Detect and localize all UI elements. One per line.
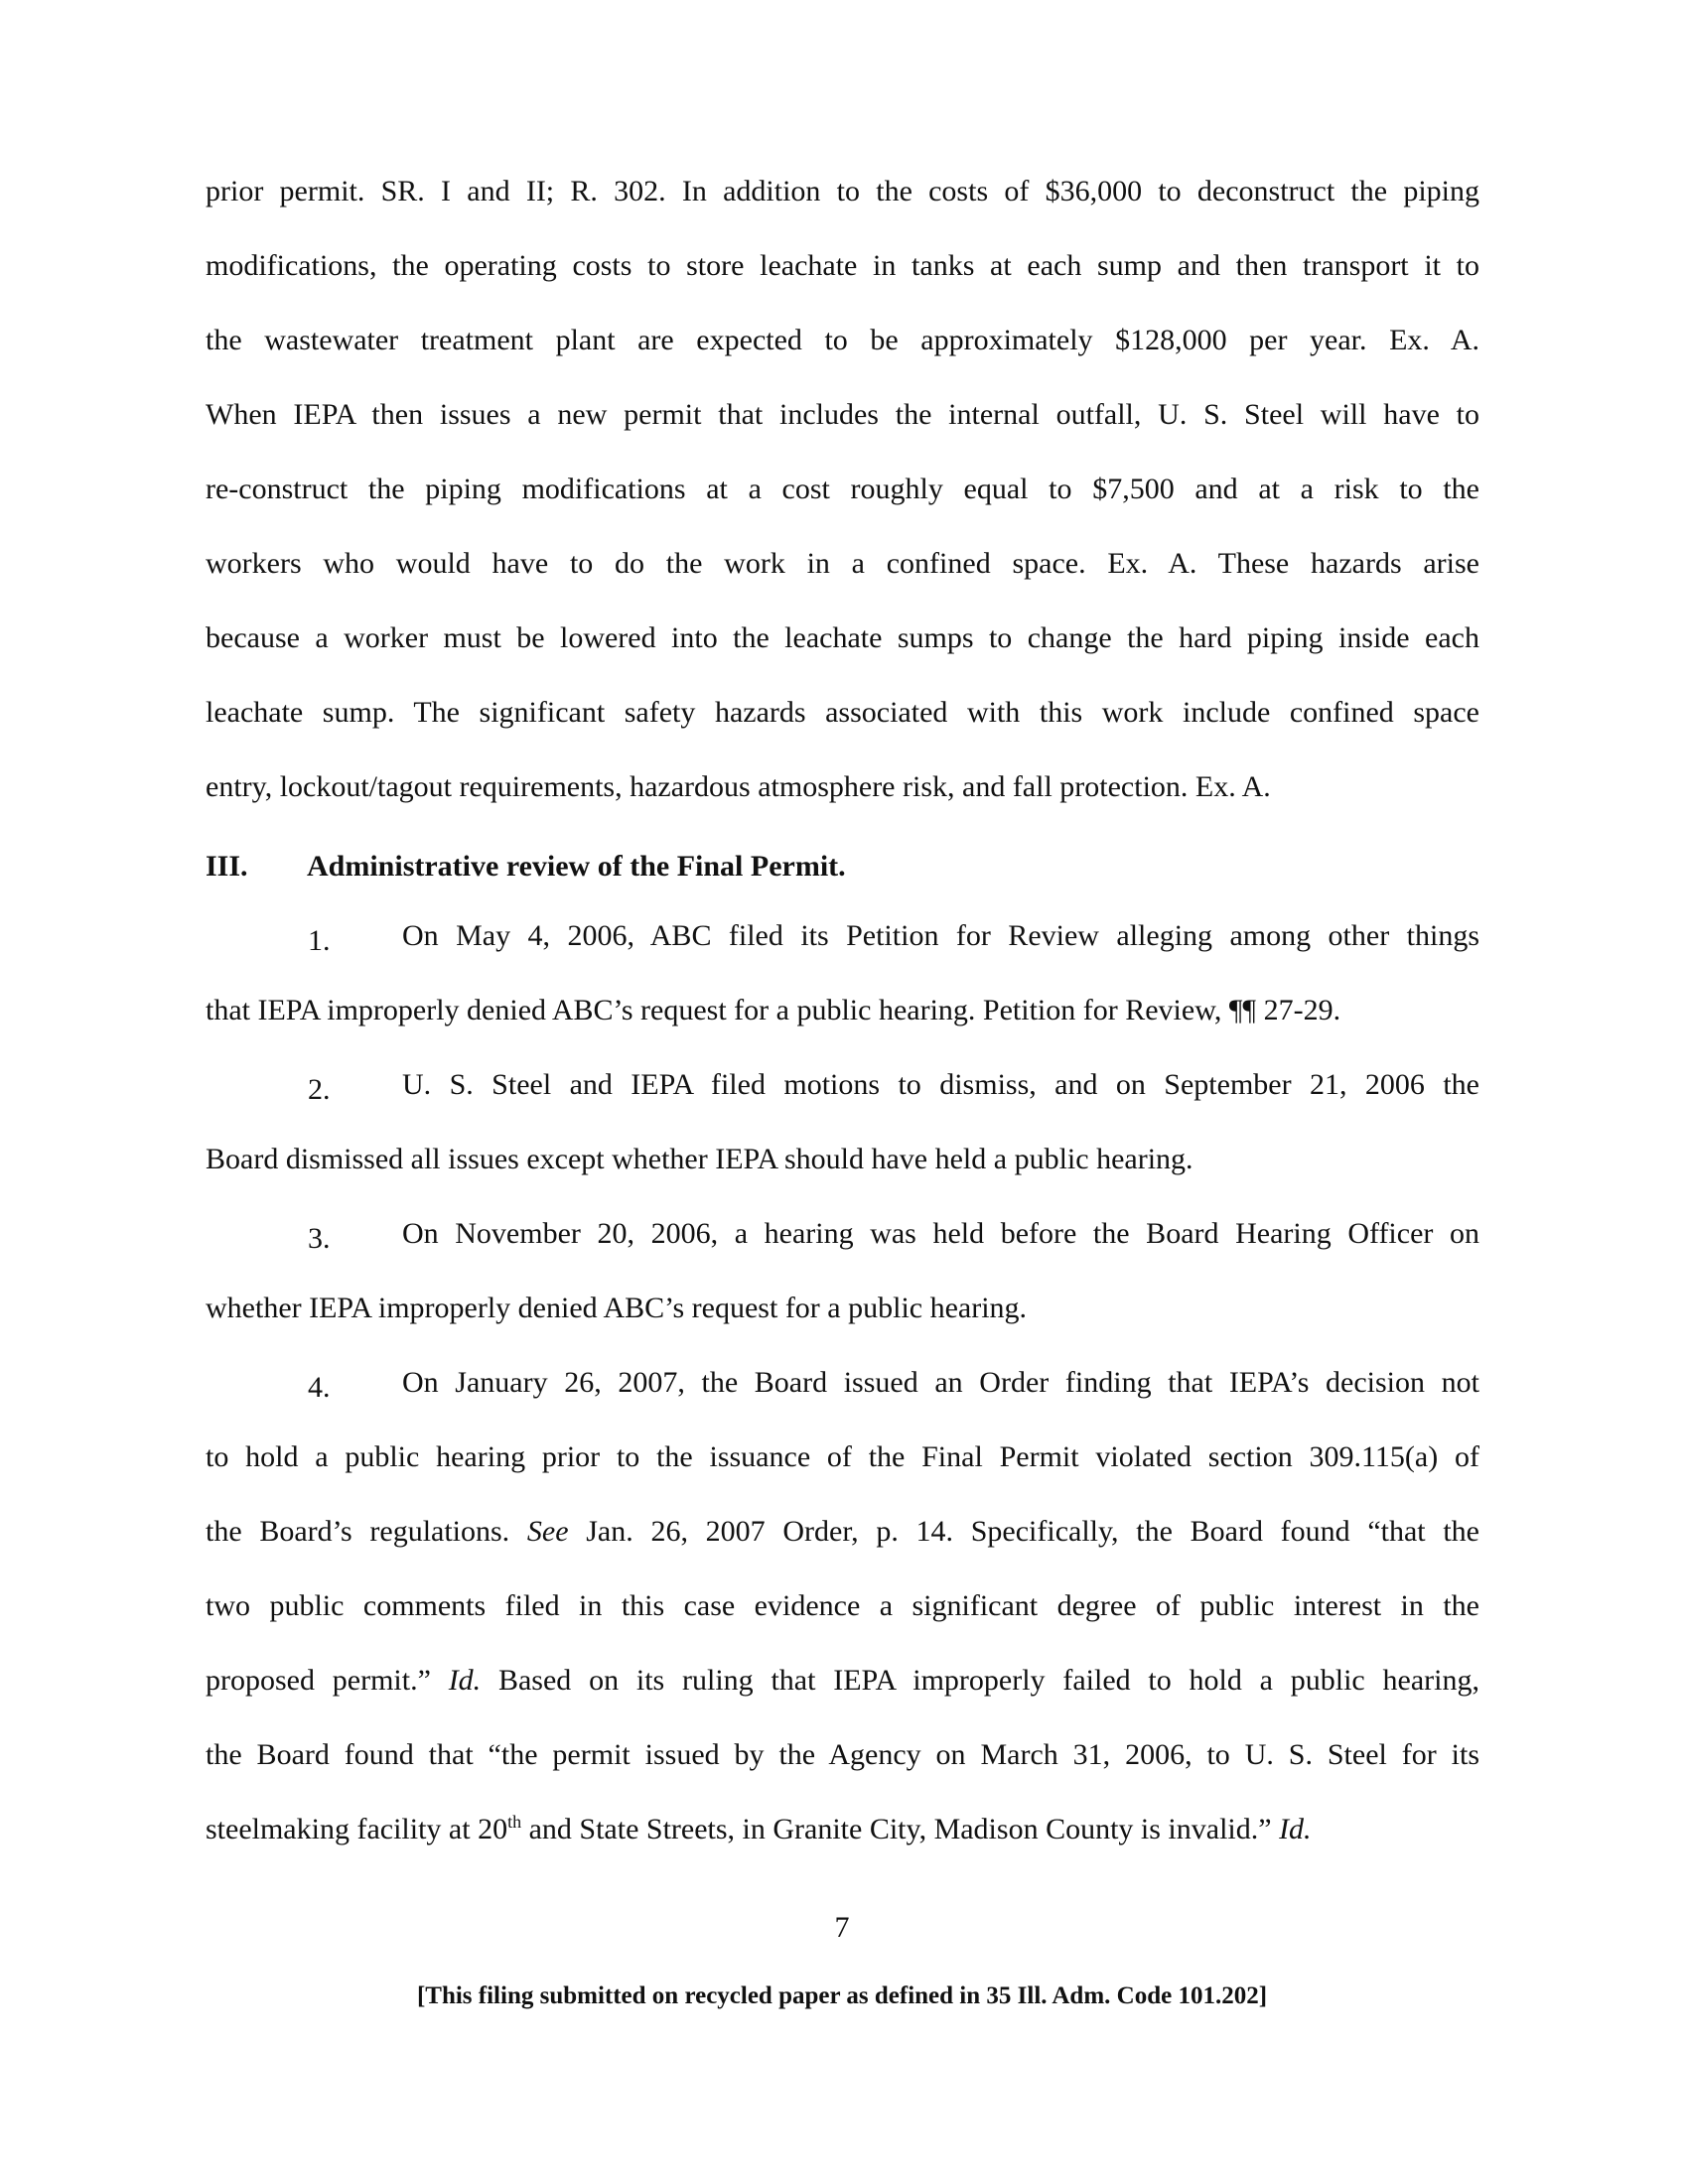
paragraph-first-line: On November 20, 2006, a hearing was held before the Board Hearing Officer on: [402, 1217, 1479, 1250]
paragraph-first-line: On May 4, 2006, ABC filed its Petition for Review alleging among other things: [402, 919, 1479, 952]
citation-id: Id.: [448, 1664, 482, 1697]
body-line: prior permit. SR. I and II; R. 302. In addition to the costs of $36,000 to deconstruct the piping: [206, 175, 1479, 207]
section-title: Administrative review of the Final Permit.: [307, 850, 846, 883]
body-line: to hold a public hearing prior to the issuance of the Final Permit violated section 309.115(a) of: [206, 1440, 1479, 1473]
text-span: steelmaking facility at 20: [206, 1813, 508, 1845]
body-line: modifications, the operating costs to store leachate in tanks at each sump and then transport it to: [206, 249, 1479, 282]
page-number: 7: [834, 1911, 850, 1944]
body-line: two public comments filed in this case evidence a significant degree of public interest in the: [206, 1589, 1479, 1622]
body-line: the Board found that “the permit issued by the Agency on March 31, 2006, to U. S. Steel for its: [206, 1738, 1479, 1771]
text-span: proposed permit.”: [206, 1664, 449, 1697]
citation-signal: See: [526, 1515, 569, 1548]
body-line: [206, 1514, 1479, 1550]
body-line: When IEPA then issues a new permit that includes the internal outfall, U. S. Steel will have to: [206, 398, 1479, 431]
text-span: Based on its ruling that IEPA improperly failed to hold a public hearing,: [481, 1664, 1479, 1697]
body-line: [206, 1663, 1479, 1699]
body-line: re-construct the piping modifications at a cost roughly equal to $7,500 and at a risk to the: [206, 473, 1479, 505]
paragraph-first-line: On January 26, 2007, the Board issued an Order finding that IEPA’s decision not: [402, 1366, 1479, 1399]
body-line: whether IEPA improperly denied ABC’s request for a public hearing.: [206, 1292, 1028, 1324]
paragraph-number: 3.: [308, 1222, 331, 1255]
ordinal-superscript: th: [507, 1812, 522, 1832]
text-span: the Board’s regulations.: [206, 1515, 527, 1548]
body-line: the wastewater treatment plant are expected to be approximately $128,000 per year. Ex. A.: [206, 324, 1479, 356]
body-line: entry, lockout/tagout requirements, hazardous atmosphere risk, and fall protection. Ex. A.: [206, 770, 1271, 803]
footer-note: [This filing submitted on recycled paper as defined in 35 Ill. Adm. Code 101.202]: [416, 1982, 1268, 2009]
paragraph-number: 1.: [308, 924, 331, 957]
body-line: workers who would have to do the work in a confined space. Ex. A. These hazards arise: [206, 547, 1479, 580]
body-line: that IEPA improperly denied ABC’s request for a public hearing. Petition for Review, ¶¶ 27-29.: [206, 994, 1341, 1026]
citation-id: Id.: [1279, 1813, 1312, 1845]
body-line: Board dismissed all issues except whether IEPA should have held a public hearing.: [206, 1143, 1193, 1175]
body-line: [206, 1812, 1479, 1847]
body-line: because a worker must be lowered into the leachate sumps to change the hard piping inside each: [206, 621, 1479, 654]
text-span: and State Streets, in Granite City, Madison County is invalid.”: [521, 1813, 1280, 1845]
section-heading: [206, 849, 846, 885]
paragraph-number: 4.: [308, 1371, 331, 1404]
paragraph-first-line: U. S. Steel and IEPA filed motions to dismiss, and on September 21, 2006 the: [402, 1068, 1479, 1101]
body-line: leachate sump. The significant safety hazards associated with this work include confined space: [206, 696, 1479, 729]
section-numeral: III.: [206, 850, 248, 883]
text-span: Jan. 26, 2007 Order, p. 14. Specifically, the Board found “that the: [568, 1515, 1479, 1548]
paragraph-number: 2.: [308, 1073, 331, 1106]
